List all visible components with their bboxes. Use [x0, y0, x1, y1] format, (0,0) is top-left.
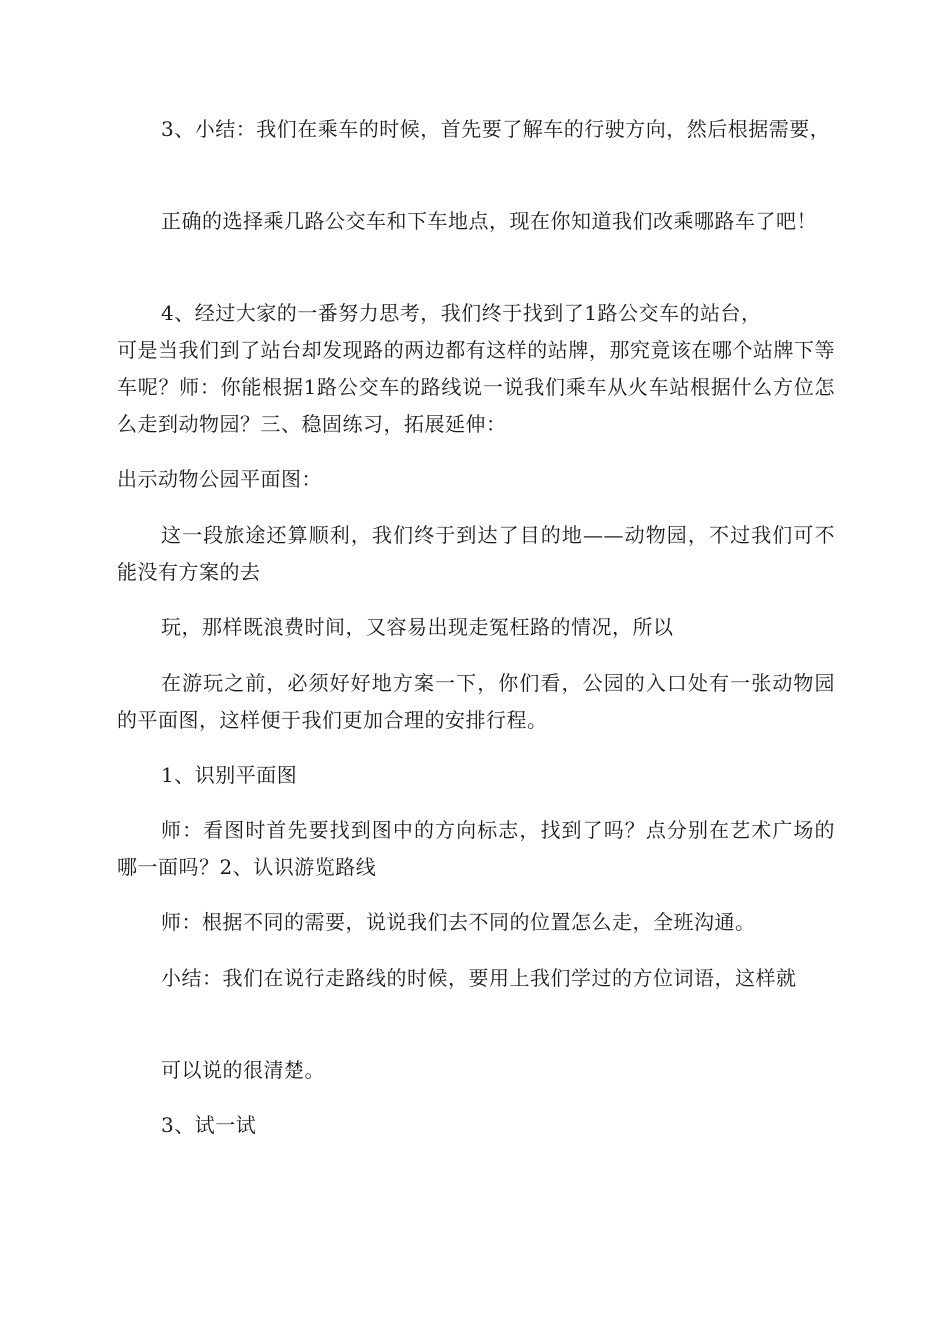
paragraph-step-4: 4、经过大家的一番努力思考，我们终于找到了1路公交车的站台，	[161, 301, 762, 325]
paragraph-waste-time: 玩，那样既浪费时间，又容易出现走冤枉路的情况，所以	[161, 615, 674, 639]
paragraph-bus-stop-sign: 可是当我们到了站台却发现路的两边都有这样的站牌，那究竟该在哪个站牌下等车呢？师：你能根据1路公交车的路线说一说我们乘车从火车站根据什么方位怎么走到动物园？三、稳固练习，拓展延伸：	[117, 338, 835, 436]
paragraph-plan-visit: 在游玩之前，必须好好地方案一下，你们看，公园的入口处有一张动物园的平面图，这样便于我们更加合理的安排行程。	[117, 671, 835, 732]
paragraph-summary-route: 小结：我们在说行走路线的时候，要用上我们学过的方位词语，这样就	[161, 966, 797, 990]
paragraph-show-map: 出示动物公园平面图：	[117, 467, 322, 491]
paragraph-try-it: 3、试一试	[161, 1113, 257, 1137]
paragraph-summary-3: 3、小结：我们在乘车的时候，首先要了解车的行驶方向，然后根据需要，	[161, 117, 831, 141]
paragraph-choose-bus: 正确的选择乘几路公交车和下车地点，现在你知道我们改乘哪路车了吧！	[161, 209, 817, 233]
paragraph-identify-map: 1、识别平面图	[161, 763, 298, 787]
paragraph-arrive-zoo: 这一段旅途还算顺利，我们终于到达了目的地——动物园，不过我们可不能没有方案的去	[117, 523, 835, 584]
paragraph-direction-sign: 师：看图时首先要找到图中的方向标志，找到了吗？点分别在艺术广场的哪一面吗？2、认识游览路线	[117, 818, 835, 879]
paragraph-class-discussion: 师：根据不同的需要，说说我们去不同的位置怎么走，全班沟通。	[161, 910, 756, 934]
paragraph-clear-speech: 可以说的很清楚。	[161, 1058, 325, 1082]
